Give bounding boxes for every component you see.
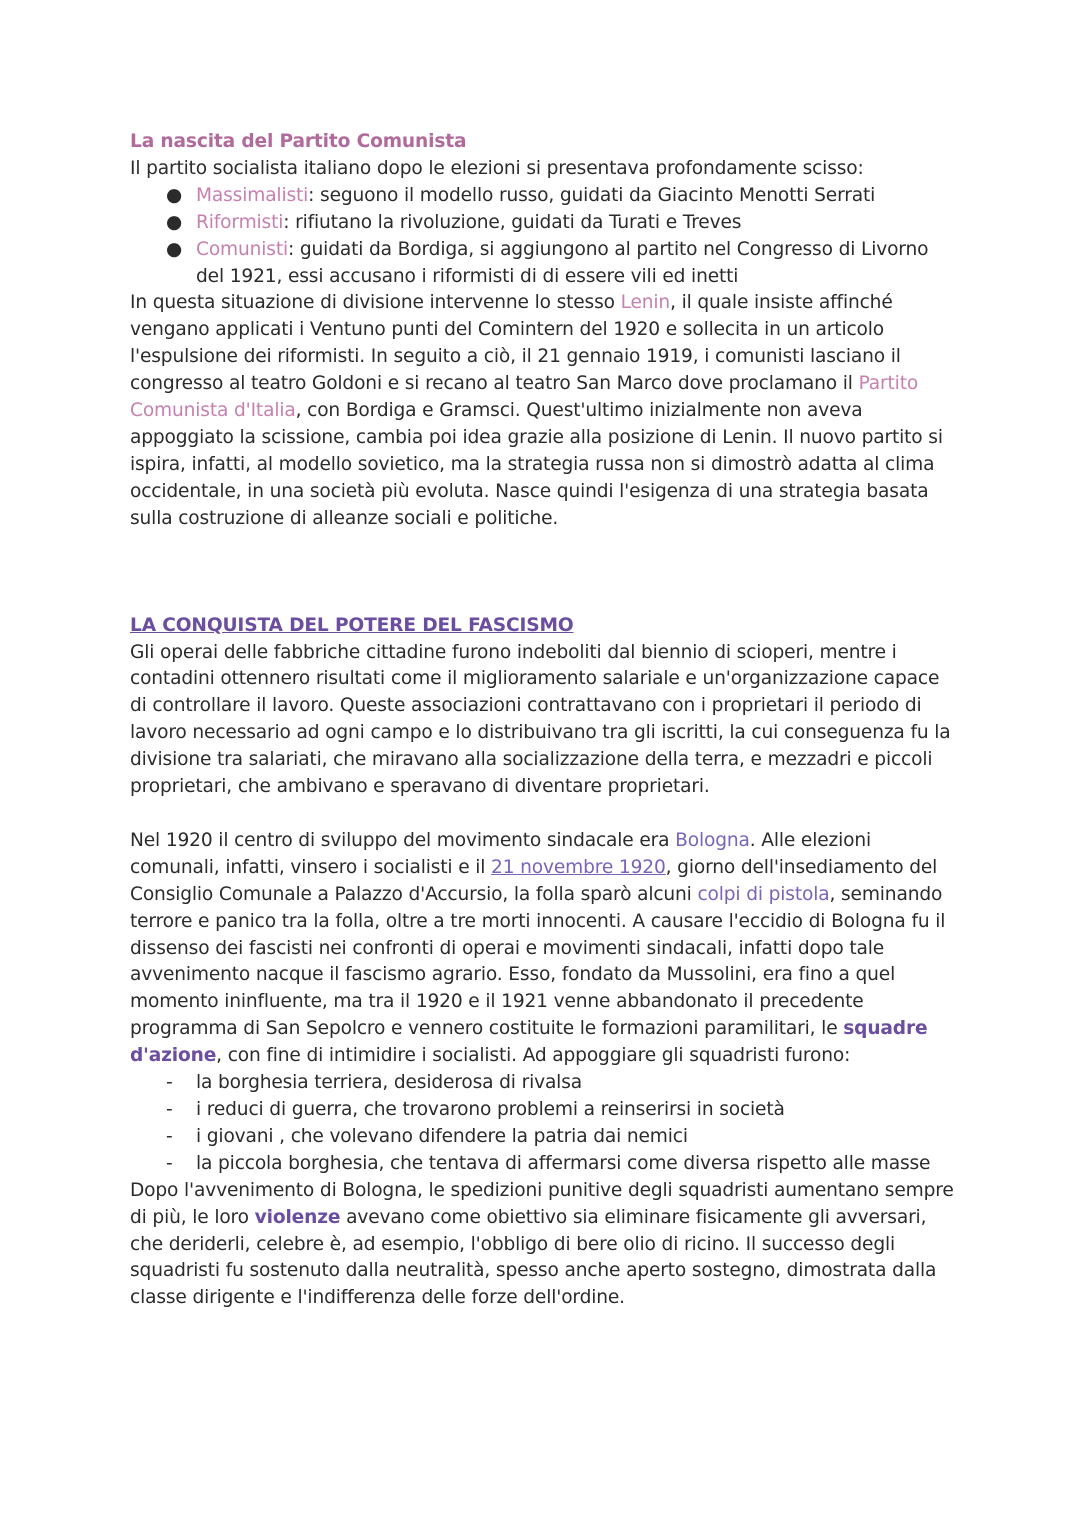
text-run: Nel 1920 il centro di sviluppo del movimento sindacale era (130, 829, 676, 851)
text-run: , il quale insiste affinché vengano applicati i Ventuno punti del Comintern del 1920 e sollecita in un articolo l'espulsione dei riformisti. In seguito a ciò, il 21 gennaio 1919, i comunisti lasciano il congresso al teatro Goldoni e si recano al teatro San Marco dove proclamano il (130, 292, 901, 395)
text-run: , seminando terrore e panico tra la folla, oltre a tre morti innocenti. A causare l'eccidio di Bologna fu il dissenso dei fascisti nei confronti di operai e movimenti sindacali, infatti dopo tale avvenimento nacque il fascismo agrario. Esso, fondato da Mussolini, era fino a quel momento ininfluente, ma tra il 1920 e il 1921 venne abbandonato il precedente programma di San Sepolcro e vennero costituite le formazioni paramilitari, le (130, 883, 946, 1040)
highlight-colpi: colpi di pistola (697, 883, 830, 905)
section2-paragraph-2 (130, 828, 960, 1070)
text-run: In questa situazione di divisione intervenne lo stesso (130, 292, 621, 314)
list-text: la piccola borghesia, che tentava di affermarsi come diversa rispetto alle masse (196, 1152, 931, 1174)
section2-paragraph-3 (130, 1178, 960, 1313)
text-run: , con Bordiga e Gramsci. Quest'ultimo inizialmente non aveva appoggiato la scissione, cambia poi idea grazie alla posizione di Lenin. Il nuovo partito si ispira, infatti, al modello sovietico, ma la strategia russa non si dimostrò adatta al clima occidentale, in una società più evoluta. Nasce quindi l'esigenza di una strategia basata sulla costruzione di alleanze sociali e politiche. (130, 400, 943, 529)
date-link[interactable]: 21 novembre 1920 (491, 856, 666, 878)
list-item (130, 1151, 960, 1178)
list-item (130, 210, 960, 237)
faction-desc: : seguono il modello russo, guidati da Giacinto Menotti Serrati (308, 184, 876, 206)
section2-paragraph-1: Gli operai delle fabbriche cittadine furono indeboliti dal biennio di scioperi, mentre i contadini ottennero risultati come il miglioramento salariale e un'organizzazione capace di controllare il lavoro. Queste associazioni contrattavano con i proprietari il periodo di lavoro necessario ad ogni campo e lo distribuivano tra gli iscritti, la cui conseguenza fu la divisione tra salariati, che miravano alla socializzazione della terra, e mezzadri e piccoli proprietari, che ambivano e speravano di diventare proprietari. (130, 641, 951, 798)
bullet-icon: ● (166, 211, 183, 233)
text-run: Dopo l'avvenimento di Bologna, le spedizioni punitive degli squadristi aumentano sempre di più, le loro (130, 1179, 954, 1228)
list-text: i reduci di guerra, che trovarono problemi a reinserirsi in società (196, 1099, 785, 1120)
list-item (130, 183, 960, 210)
bullet-icon: ● (166, 184, 183, 206)
list-item (130, 237, 960, 291)
faction-desc: : guidati da Bordiga, si aggiungono al partito nel Congresso di Livorno del 1921, essi accusano i riformisti di di essere vili ed inetti (196, 238, 929, 287)
text-run: , con fine di intimidire i socialisti. Ad appoggiare gli squadristi furono: (216, 1045, 851, 1067)
section1-paragraph (130, 290, 960, 532)
bullet-icon: ● (166, 238, 183, 260)
list-item (130, 1124, 960, 1151)
faction-term: Massimalisti (196, 184, 309, 206)
supporters-list (130, 1070, 960, 1178)
highlight-squadre: squadre d'azione (130, 1018, 928, 1067)
dash-icon: - (166, 1125, 173, 1147)
dash-icon: - (166, 1152, 173, 1174)
factions-list (130, 183, 960, 291)
section-title-fascismo: LA CONQUISTA DEL POTERE DEL FASCISMO (130, 614, 574, 636)
list-item (130, 1097, 960, 1124)
document-page (130, 129, 960, 1312)
list-text: la borghesia terriera, desiderosa di rivalsa (196, 1072, 582, 1094)
list-text: i giovani , che volevano difendere la patria dai nemici (196, 1125, 688, 1147)
dash-icon: - (166, 1099, 173, 1120)
paragraph-spacer (130, 801, 960, 828)
highlight-bologna: Bologna (675, 829, 750, 851)
highlight-lenin: Lenin (620, 292, 671, 314)
section-title-partito-comunista: La nascita del Partito Comunista (130, 131, 467, 152)
highlight-violenze: violenze (254, 1206, 341, 1228)
text-run: avevano come obiettivo sia eliminare fisicamente gli avversari, che deriderli, celebre è, ad esempio, l'obbligo di bere olio di ricino. Il successo degli squadristi fu sostenuto dalla neutralità, spesso anche aperto sostegno, dimostrata dalla classe dirigente e l'indifferenza delle forze dell'ordine. (130, 1206, 937, 1309)
faction-term: Riformisti (196, 211, 284, 233)
section1-intro: Il partito socialista italiano dopo le elezioni si presentava profondamente scisso: (130, 157, 864, 179)
text-run: . Alle elezioni comunali, infatti, vinsero i socialisti e il (130, 829, 872, 878)
text-run: , giorno dell'insediamento del Consiglio Comunale a Palazzo d'Accursio, la folla sparò alcuni (130, 856, 938, 905)
highlight-pci: Partito Comunista d'Italia (130, 373, 919, 422)
list-item (130, 1070, 960, 1097)
dash-icon: - (166, 1072, 173, 1094)
faction-desc: : rifiutano la rivoluzione, guidati da Turati e Treves (283, 211, 742, 233)
faction-term: Comunisti (196, 238, 289, 260)
